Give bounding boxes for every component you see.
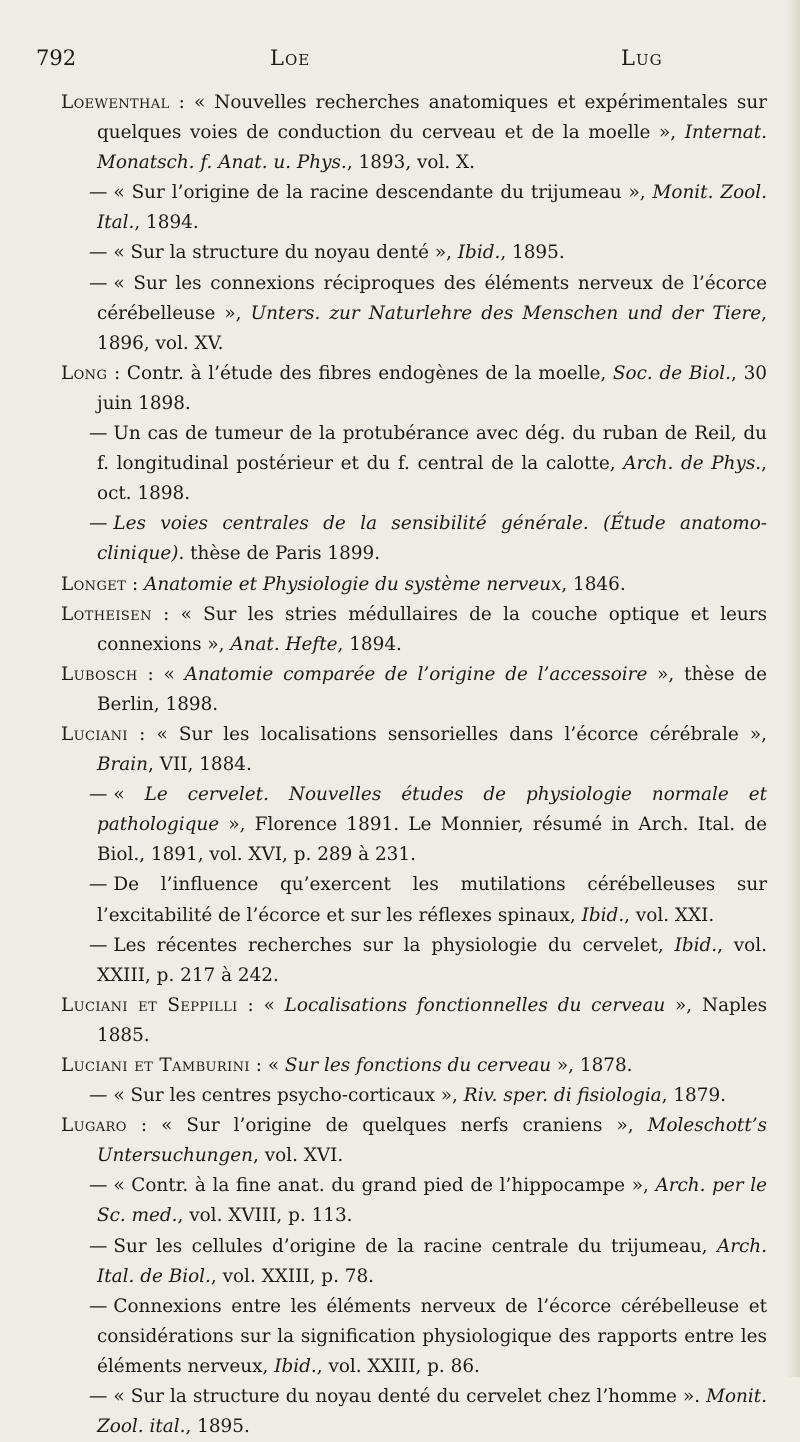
entry-author: Loewenthal [61, 92, 170, 113]
entry-text: Connexions entre les éléments nerveux de l’écorce cérébelleuse et considérations sur la signification physiologique des rapports entre les éléments nerveux, [97, 1295, 767, 1377]
bibliography-entry: — Connexions entre les éléments nerveux de l’écorce cérébelleuse et considérations sur la signification physiologique des rapports entre les éléments nerveux, Ibid., vol. XXIII, p. 86. [89, 1295, 767, 1377]
entry-end: », thèse de Berlin, 1898. [97, 663, 767, 715]
entry-source: Internat. Monatsch. f. Anat. u. Phys. [97, 122, 767, 174]
entry-end: », Florence 1891. Le Monnier, résumé in Arch. Ital. de Biol., 1891, vol. XVI, p. 289 à 231. [97, 814, 767, 866]
bibliography-entry: Loewenthal : « Nouvelles recherches anatomiques et expérimentales sur quelques voies de conduction du cerveau et de la moelle », Internat. Monatsch. f. Anat. u. Phys., 1893, vol. X. [61, 92, 767, 174]
bibliography-entry: — « Sur les connexions réciproques des éléments nerveux de l’écorce cérébelleuse », Unters. zur Naturlehre des Menschen und der Tiere, 1896, vol. XV. [89, 272, 767, 354]
bibliography-entry: — « Sur la structure du noyau denté du cervelet chez l’homme ». Monit. Zool. ital., 1895. [89, 1386, 767, 1438]
bibliography-entry: — Un cas de tumeur de la protubérance avec dég. du ruban de Reil, du f. longitudinal postérieur et du f. central de la calotte, Arch. de Phys., oct. 1898. [89, 423, 767, 505]
entry-text: « Contr. à la fine anat. du grand pied de l’hippocampe », [113, 1175, 656, 1197]
entry-source: Arch. Ital. de Biol. [97, 1235, 767, 1287]
entry-source: Ibid. [581, 904, 625, 926]
entry-text: « [113, 784, 145, 806]
entry-source: Arch. de Phys. [623, 453, 762, 475]
entry-end: , 1894. [134, 212, 199, 234]
entry-source: Riv. sper. di fisiologia [463, 1085, 662, 1107]
entry-end: , vol. XVI. [253, 1145, 344, 1167]
entry-text: « [267, 1055, 285, 1076]
entry-end: , 1895. [500, 242, 565, 264]
bibliography-entry: — Les récentes recherches sur la physiologie du cervelet, Ibid., vol. XXIII, p. 217 à 242. [89, 934, 767, 986]
entry-text: Un cas de tumeur de la protubérance avec dég. du ruban de Reil, du f. longitudinal postérieur et du f. central de la calotte, [97, 423, 767, 475]
entry-source: Ibid. [674, 934, 718, 956]
entry-end: , 1879. [661, 1085, 726, 1107]
entry-text: « Sur la structure du noyau denté », [113, 242, 458, 264]
bibliography-entry: — « Contr. à la fine anat. du grand pied de l’hippocampe », Arch. per le Sc. med., vol. XVIII, p. 113. [89, 1175, 768, 1227]
entry-end: , 1896, vol. XV. [97, 302, 767, 354]
entry-author: Luciani [61, 723, 128, 745]
entry-text: « Sur les centres psycho-corticaux », [113, 1085, 464, 1107]
entry-end: , oct. 1898. [97, 453, 767, 505]
entry-author: Lubosch [61, 663, 138, 685]
entry-end: , vol. XVIII, p. 113. [177, 1205, 353, 1227]
bibliography-list [61, 88, 767, 1442]
entry-end: , vol. XXIII, p. 78. [210, 1265, 375, 1287]
entry-source: Monit. Zool. Ital. [97, 182, 767, 234]
entry-source: Localisations fonctionnelles du cerveau [284, 994, 666, 1016]
entry-end: . thèse de Paris 1899. [178, 543, 381, 565]
entry-author: Luciani et Tamburini [61, 1055, 250, 1076]
entry-end: , 1846. [561, 573, 626, 595]
entry-source: Unters. zur Naturlehre des Menschen und der Tiere [250, 302, 762, 324]
entry-source: Anatomie et Physiologie du système nerveux [144, 573, 562, 595]
entry-source: Soc. de Biol. [612, 362, 732, 384]
bibliography-entry: — « Sur les centres psycho-corticaux », Riv. sper. di fisiologia, 1879. [89, 1085, 726, 1107]
entry-end: , 30 juin 1898. [97, 362, 768, 414]
entry-author: Longet [61, 573, 127, 595]
entry-source: Brain [97, 754, 148, 776]
bibliography-entry: Lugaro : « Sur l’origine de quelques nerfs craniens », Moleschott’s Untersuchungen, vol. XVI. [61, 1115, 767, 1167]
bibliography-entry: Longet : Anatomie et Physiologie du système nerveux, 1846. [61, 573, 626, 595]
entry-author: Lotheisen [61, 603, 152, 625]
entry-end: , vol. XXIII, p. 217 à 242. [97, 934, 767, 986]
running-header [36, 46, 732, 80]
entry-text: « [263, 994, 285, 1016]
bibliography-entry: Luciani et Seppilli : « Localisations fonctionnelles du cerveau », Naples 1885. [61, 994, 768, 1046]
entry-source: Anat. Hefte [230, 633, 338, 655]
header-left-word: Loe [270, 46, 311, 70]
entry-source: Les voies centrales de la sensibilité générale. (Étude anatomo-clinique) [97, 513, 767, 565]
entry-text: Les récentes recherches sur la physiologie du cervelet, [113, 934, 675, 956]
entry-text: « Nouvelles recherches anatomiques et expérimentales sur quelques voies de conduction du cerveau et de la moelle », [97, 92, 767, 144]
entry-end: , vol. XXI. [624, 904, 715, 926]
entry-text: Contr. à l’étude des fibres endogènes de la moelle, [126, 362, 613, 384]
entry-end: », 1878. [551, 1055, 633, 1076]
entry-source: Anatomie comparée de l’origine de l’accessoire [184, 663, 648, 685]
entry-end: , VII, 1884. [148, 754, 252, 776]
entry-source: Arch. per le Sc. med. [97, 1175, 768, 1227]
bibliography-entry: — « Sur la structure du noyau denté », Ibid., 1895. [89, 242, 565, 264]
entry-source: Monit. Zool. ital. [97, 1386, 767, 1438]
entry-text: « Sur la structure du noyau denté du cervelet chez l’homme ». [113, 1386, 707, 1408]
header-right-word: Lug [621, 46, 663, 70]
entry-end: , 1894. [337, 633, 402, 655]
bibliography-entry: Luciani : « Sur les localisations sensorielles dans l’écorce cérébrale », Brain, VII, 1884. [61, 723, 768, 776]
entry-end: , 1895. [185, 1416, 250, 1438]
bibliography-entry: Long : Contr. à l’étude des fibres endogènes de la moelle, Soc. de Biol., 30 juin 1898. [61, 362, 768, 414]
entry-author: Luciani et Seppilli [61, 994, 238, 1016]
entry-source: Ibid. [457, 242, 501, 264]
bibliography-entry: Lotheisen : « Sur les stries médullaires de la couche optique et leurs connexions », Anat. Hefte, 1894. [61, 603, 768, 655]
entry-end: , 1893, vol. X. [346, 152, 475, 174]
entry-text: « Sur l’origine de quelques nerfs craniens », [161, 1115, 648, 1137]
bibliography-entry: — « Le cervelet. Nouvelles études de physiologie normale et pathologique », Florence 1891. Le Monnier, résumé in Arch. Ital. de Biol., 1891, vol. XVI, p. 289 à 231. [89, 784, 767, 866]
entry-source: Le cervelet. Nouvelles études de physiologie normale et pathologique [97, 784, 767, 836]
page-number: 792 [36, 46, 77, 70]
entry-end: , vol. XXIII, p. 86. [316, 1355, 480, 1377]
bibliography-entry: — « Sur l’origine de la racine descendante du trijumeau », Monit. Zool. Ital., 1894. [89, 182, 767, 234]
entry-source: Moleschott’s Untersuchungen [97, 1115, 767, 1167]
entry-author: Lugaro [61, 1115, 127, 1137]
entry-text: « Sur les localisations sensorielles dans l’écorce cérébrale », [156, 723, 768, 745]
entry-source: Ibid. [274, 1355, 317, 1377]
entry-text: « Sur les connexions réciproques des éléments nerveux de l’écorce cérébelleuse », [97, 272, 767, 324]
entry-end: », Naples 1885. [97, 994, 768, 1046]
entry-text: « Sur l’origine de la racine descendante du trijumeau », [113, 182, 653, 204]
page-edge-shadow [786, 0, 800, 1377]
entry-text: « Sur les stries médullaires de la couche optique et leurs connexions », [97, 603, 768, 655]
bibliography-entry: Lubosch : « Anatomie comparée de l’origine de l’accessoire », thèse de Berlin, 1898. [61, 663, 767, 715]
entry-text: De l’influence qu’exercent les mutilations cérébelleuses sur l’excitabilité de l’écorce et sur les réflexes spinaux, [97, 874, 767, 926]
bibliography-entry: — Les voies centrales de la sensibilité générale. (Étude anatomo-clinique). thèse de Paris 1899. [89, 513, 767, 565]
bibliography-entry: — De l’influence qu’exercent les mutilations cérébelleuses sur l’excitabilité de l’écorce et sur les réflexes spinaux, Ibid., vol. XXI. [89, 874, 767, 926]
entry-author: Long [61, 362, 108, 384]
bibliography-entry: Luciani et Tamburini : « Sur les fonctions du cerveau », 1878. [61, 1055, 633, 1076]
entry-source: Sur les fonctions du cerveau [284, 1055, 552, 1076]
entry-text: « [163, 663, 185, 685]
entry-text: Sur les cellules d’origine de la racine centrale du trijumeau, [113, 1235, 717, 1257]
bibliography-entry: — Sur les cellules d’origine de la racine centrale du trijumeau, Arch. Ital. de Biol., vol. XXIII, p. 78. [89, 1235, 767, 1287]
